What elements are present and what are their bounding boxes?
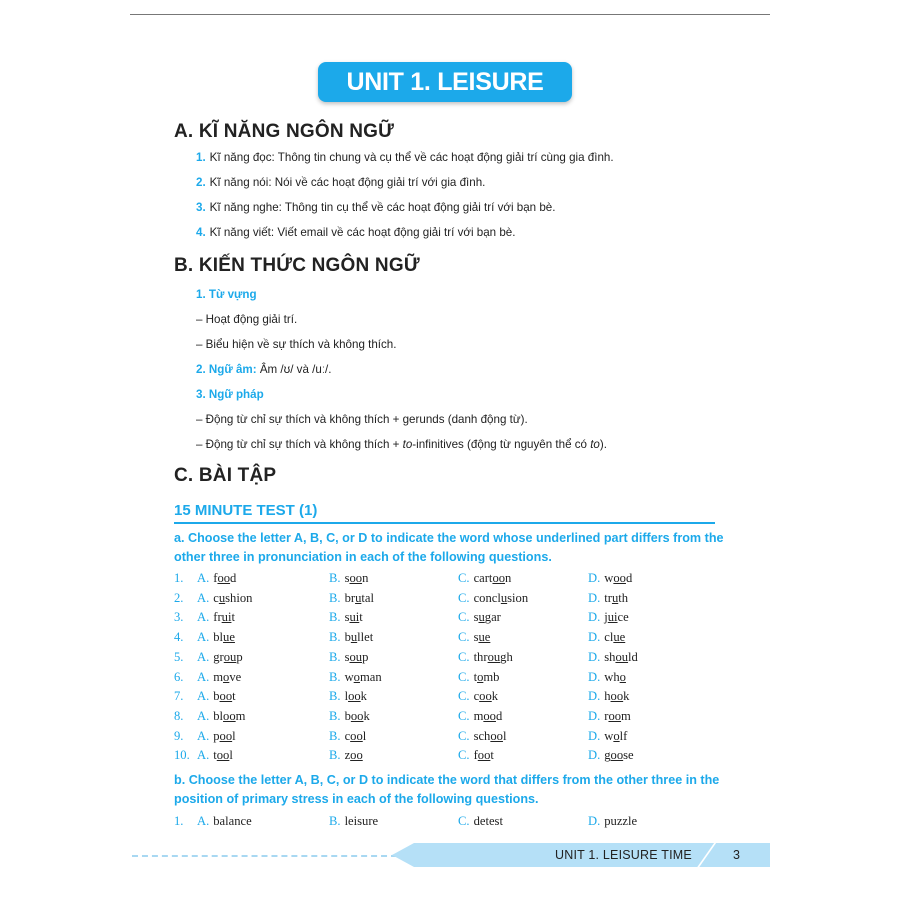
word-part: b [344, 708, 351, 723]
underlined-part: o [223, 669, 230, 684]
word-part: t [473, 669, 478, 684]
option-d [588, 630, 625, 645]
option-c [458, 571, 511, 586]
word-part: k [491, 689, 499, 704]
underlined-part: u [478, 610, 485, 625]
unit-title-banner: UNIT 1. LEISURE TIME [318, 62, 572, 102]
word-part: w [604, 728, 614, 743]
question-row [174, 729, 734, 747]
option-letter: C. [458, 610, 470, 625]
option-d [588, 670, 626, 685]
word-part: r [604, 708, 609, 723]
grammar-item-2-part: – Động từ chỉ sự thích và không thích + [196, 438, 403, 451]
grammar-item-2-italic: to [402, 438, 413, 451]
word-part: c [344, 728, 351, 743]
option-letter: D. [588, 571, 601, 585]
word-part: wh [604, 669, 620, 684]
option-letter: B. [329, 571, 341, 585]
underlined-part: oo [490, 728, 503, 743]
option-letter: A. [197, 630, 210, 645]
underlined-part: oo [350, 708, 364, 723]
word-part: l [362, 728, 367, 743]
option-b [329, 650, 368, 665]
word-part: b [213, 689, 220, 704]
underlined-part: ui [349, 610, 360, 625]
underlined-part: u [350, 630, 358, 645]
page-number: 3 [733, 848, 740, 862]
underlined-part: oo [217, 571, 231, 585]
word-part: man [359, 669, 382, 684]
vocab-item-1: – Hoạt động giải trí. [196, 313, 298, 326]
grammar-item-1: – Động từ chỉ sự thích và không thích + gerunds (danh động từ). [196, 413, 528, 426]
option-letter: D. [588, 590, 601, 605]
option-letter: D. [588, 708, 601, 723]
option-b [329, 670, 382, 685]
underlined-part: oo [219, 728, 233, 743]
word-part: t [490, 748, 494, 763]
word-part: b [344, 630, 351, 645]
question-number: 1. [174, 571, 184, 585]
skill-text: Kĩ năng nghe: Thông tin cụ thể về các hoạt động giải trí với bạn bè. [209, 201, 556, 214]
word-part: p [362, 649, 369, 664]
underlined-part: oo [483, 708, 496, 723]
option-word: puzzle [604, 814, 638, 828]
option-b [329, 610, 363, 625]
option-letter: A. [197, 728, 210, 743]
word-part: k [360, 689, 367, 704]
question-number: 6. [174, 669, 184, 684]
option-letter: B. [329, 590, 341, 605]
underlined-part: ue [478, 630, 491, 645]
question-row [174, 748, 734, 766]
skill-number: 2. [196, 176, 206, 189]
underlined-part: oo [219, 689, 233, 704]
word-part: l [229, 748, 233, 763]
option-b [329, 591, 374, 606]
word-part: c [473, 689, 480, 704]
word-part: s [344, 610, 350, 625]
underlined-part: oo [223, 708, 236, 723]
word-part: w [344, 669, 354, 684]
underlined-part: o [353, 669, 360, 684]
option-a [197, 670, 241, 685]
option-letter: B. [329, 649, 341, 664]
option-letter: A. [197, 708, 210, 723]
option-letter: A. [197, 590, 210, 605]
option-letter: A. [197, 748, 210, 763]
option-c [458, 630, 490, 645]
underlined-part: oo [610, 748, 624, 763]
section-c-heading: C. BÀI TẬP [174, 465, 277, 486]
question-number: 2. [174, 590, 184, 605]
underlined-part: oo [492, 571, 506, 585]
question-row [174, 630, 734, 648]
underlined-part: ou [349, 649, 363, 664]
skill-number: 1. [196, 151, 206, 164]
word-part: br [344, 590, 356, 605]
option-d [588, 591, 628, 606]
option-c [458, 729, 506, 744]
option-letter: B. [329, 728, 341, 743]
skill-number: 3. [196, 201, 206, 214]
word-part: f [213, 571, 218, 585]
word-part: p [213, 728, 220, 743]
underlined-part: u [500, 590, 508, 605]
option-a [197, 748, 233, 763]
underlined-part: u [218, 590, 226, 605]
option-a [197, 591, 252, 606]
word-part: n [362, 571, 369, 585]
word-part: th [618, 590, 629, 605]
vocab-item-2: – Biểu hiện về sự thích và không thích. [196, 338, 397, 351]
underlined-part: oo [477, 748, 491, 763]
test-title: 15 MINUTE TEST (1) [174, 502, 318, 519]
option-c [458, 748, 494, 763]
option-letter: B. [329, 610, 341, 625]
grammar-heading: 3. Ngữ pháp [196, 388, 264, 401]
option-b [329, 689, 367, 704]
part-a-instruction: a. Choose the letter A, B, C, or D to indicate the word whose underlined part differs from the other three in pronunciation in each of the following questions. [174, 531, 724, 564]
option-a [197, 814, 252, 829]
option-a [197, 689, 236, 704]
option-letter: C. [458, 590, 470, 605]
skill-text: Kĩ năng nói: Nói về các hoạt động giải trí với gia đình. [209, 176, 486, 189]
word-part: c [213, 590, 219, 605]
word-part: s [473, 610, 479, 625]
word-part: sh [604, 649, 616, 664]
option-b [329, 709, 370, 724]
word-part: l [344, 689, 349, 704]
underlined-part: ou [615, 649, 629, 664]
underlined-part: oo [350, 748, 363, 763]
underlined-part: ui [221, 610, 232, 625]
word-part: gr [213, 649, 224, 664]
phonetics-text: Âm /ʊ/ và /uː/. [256, 363, 332, 376]
option-c [458, 591, 528, 606]
word-part: g [604, 748, 611, 763]
question-row [174, 814, 734, 832]
skill-item [196, 201, 555, 214]
skill-number: 4. [196, 226, 206, 239]
option-d [588, 709, 631, 724]
word-part: mb [483, 669, 500, 684]
option-letter: B. [329, 814, 341, 828]
option-letter: C. [458, 571, 470, 585]
option-letter: B. [329, 630, 341, 645]
option-letter: C. [458, 649, 470, 664]
word-part: m [235, 708, 246, 723]
grammar-item-2-part: -infinitives (động từ nguyên thể có [412, 438, 591, 451]
option-letter: C. [458, 630, 470, 645]
word-part: bl [213, 708, 224, 723]
option-c [458, 610, 501, 625]
footer-dashed-line [132, 855, 397, 857]
question-number: 4. [174, 630, 184, 645]
underlined-part: u [355, 590, 362, 605]
underlined-part: ou [223, 649, 237, 664]
word-part: s [344, 571, 350, 585]
word-part: m [213, 669, 224, 684]
option-a [197, 610, 235, 625]
word-part: s [473, 630, 479, 645]
word-part: cart [473, 571, 493, 585]
word-part: fr [213, 610, 222, 625]
option-word: balance [213, 814, 252, 828]
underlined-part: oo [348, 689, 361, 704]
underlined-part: o [613, 728, 620, 743]
vocab-heading: 1. Từ vựng [196, 288, 257, 301]
underlined-part: o [619, 669, 626, 684]
option-letter: A. [197, 610, 210, 625]
word-part: s [344, 649, 350, 664]
skill-item [196, 226, 515, 239]
option-letter: D. [588, 610, 601, 625]
underlined-part: ue [223, 630, 235, 645]
underlined-part: oo [608, 708, 622, 723]
word-part: w [604, 571, 614, 585]
word-part: p [236, 649, 243, 664]
underlined-part: ou [487, 649, 501, 664]
underlined-part: o [477, 669, 484, 684]
word-part: concl [473, 590, 501, 605]
option-b [329, 729, 366, 744]
option-a [197, 729, 236, 744]
option-letter: A. [197, 669, 210, 684]
word-part: ve [229, 669, 242, 684]
option-letter: D. [588, 669, 601, 684]
phonetics-line [196, 363, 331, 376]
section-a-heading: A. KĨ NĂNG NGÔN NGỮ [174, 121, 395, 142]
word-part: llet [357, 630, 374, 645]
word-part: ld [628, 649, 638, 664]
option-b [329, 814, 378, 829]
option-letter: A. [197, 649, 210, 664]
option-letter: D. [588, 630, 601, 645]
word-part: j [604, 610, 608, 625]
word-part: gar [484, 610, 501, 625]
option-d [588, 571, 632, 586]
option-c [458, 650, 513, 665]
option-d [588, 748, 634, 763]
skill-item [196, 176, 485, 189]
underlined-part: oo [479, 689, 492, 704]
option-letter: C. [458, 689, 470, 704]
skill-item [196, 151, 614, 164]
underlined-part: oo [610, 689, 624, 704]
option-letter: A. [197, 571, 210, 585]
option-letter: B. [329, 689, 341, 704]
option-word: leisure [344, 814, 379, 828]
grammar-item-2-part: ). [599, 438, 607, 451]
word-part: ce [617, 610, 629, 625]
option-d [588, 689, 629, 704]
word-part: t [231, 610, 235, 625]
underlined-part: oo [349, 571, 363, 585]
word-part: gh [500, 649, 513, 664]
question-row [174, 709, 734, 727]
skill-text: Kĩ năng viết: Viết email về các hoạt động giải trí với bạn bè. [209, 226, 516, 239]
test-title-rule [174, 522, 715, 524]
option-a [197, 650, 243, 665]
word-part: d [495, 708, 503, 723]
word-part: n [505, 571, 512, 585]
option-letter: D. [588, 728, 601, 743]
word-part: m [621, 708, 631, 723]
question-number: 3. [174, 610, 184, 625]
question-number: 5. [174, 649, 184, 664]
option-letter: D. [588, 748, 601, 763]
option-c [458, 814, 503, 829]
option-c [458, 689, 498, 704]
option-c [458, 670, 499, 685]
word-part: shion [225, 590, 253, 605]
word-part: k [363, 708, 370, 723]
option-letter: C. [458, 708, 470, 723]
question-number: 9. [174, 728, 184, 743]
underlined-part: ue [613, 630, 626, 645]
word-part: h [604, 689, 611, 704]
grammar-item-2 [196, 438, 607, 451]
question-row [174, 670, 734, 688]
option-letter: A. [197, 814, 210, 828]
phonetics-heading: 2. Ngữ âm: [196, 363, 257, 376]
word-part: thr [473, 649, 488, 664]
word-part: cl [604, 630, 614, 645]
option-b [329, 571, 368, 586]
underlined-part: oo [613, 571, 626, 585]
option-c [458, 709, 502, 724]
option-d [588, 814, 637, 829]
option-letter: D. [588, 649, 601, 664]
option-a [197, 630, 235, 645]
option-b [329, 630, 373, 645]
section-b-heading: B. KIẾN THỨC NGÔN NGỮ [174, 255, 420, 276]
question-number: 1. [174, 814, 184, 828]
option-letter: C. [458, 748, 470, 763]
option-d [588, 650, 638, 665]
question-number: 10. [174, 748, 190, 763]
underlined-part: u [611, 590, 619, 605]
word-part: t [232, 689, 236, 704]
option-letter: B. [329, 669, 341, 684]
question-row [174, 571, 734, 589]
option-d [588, 729, 627, 744]
question-row [174, 650, 734, 668]
word-part: t [359, 610, 363, 625]
question-row [174, 610, 734, 628]
grammar-item-2-italic: to [590, 438, 600, 451]
underlined-part: oo [216, 748, 230, 763]
word-part: tr [604, 590, 612, 605]
word-part: d [230, 571, 237, 585]
option-b [329, 748, 363, 763]
option-letter: C. [458, 669, 470, 684]
option-letter: C. [458, 814, 470, 828]
word-part: m [473, 708, 484, 723]
option-letter: D. [588, 814, 601, 828]
word-part: tal [361, 590, 374, 605]
footer-unit-label: UNIT 1. LEISURE TIME [555, 848, 692, 862]
option-letter: A. [197, 689, 210, 704]
underlined-part: oo [350, 728, 363, 743]
word-part: l [232, 728, 236, 743]
question-number: 7. [174, 689, 184, 704]
word-part: k [623, 689, 630, 704]
option-letter: B. [329, 748, 341, 763]
option-letter: B. [329, 708, 341, 723]
word-part: sion [507, 590, 529, 605]
word-part: f [473, 748, 478, 763]
question-number: 8. [174, 708, 184, 723]
question-row [174, 591, 734, 609]
word-part: t [213, 748, 217, 763]
word-part: bl [213, 630, 224, 645]
part-b-instruction: b. Choose the letter A, B, C, or D to indicate the word that differs from the other three in the position of primary stress in each of the following questions. [174, 773, 720, 806]
skill-text: Kĩ năng đọc: Thông tin chung và cụ thể về các hoạt động giải trí cùng gia đình. [209, 151, 614, 164]
option-a [197, 709, 245, 724]
option-letter: D. [588, 689, 601, 704]
word-part: sch [473, 728, 491, 743]
option-word: detest [473, 814, 503, 828]
word-part: lf [619, 728, 628, 743]
top-rule [130, 14, 770, 15]
word-part: z [344, 748, 351, 763]
option-d [588, 610, 629, 625]
question-row [174, 689, 734, 707]
underlined-part: ui [607, 610, 618, 625]
option-letter: C. [458, 728, 470, 743]
word-part: d [625, 571, 633, 585]
option-a [197, 571, 236, 586]
word-part: se [623, 748, 634, 763]
word-part: l [502, 728, 507, 743]
